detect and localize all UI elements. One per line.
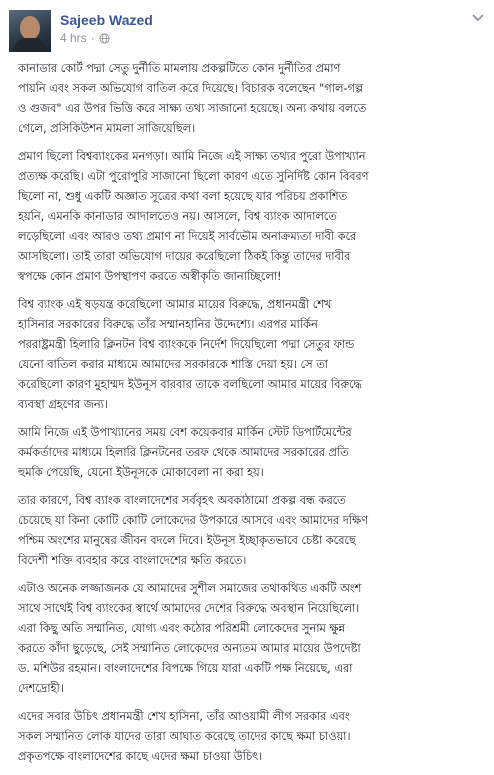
post-body [18, 59, 480, 775]
post-meta [60, 31, 110, 45]
post-paragraph: প্রমাণ ছিলো বিশ্বব্যাংকের মনগড়া। আমি নিজে এই সাক্ষ্য তথ্যর পুরো উপাখ্যান প্রত্যক্ষ করেছি। এটা পুরোপুরি সাজানো ছিলো কারণ এতে সুনির্দিষ্ট কোন বিবরণ ছিলো না, শুধু একটি অজ্ঞাত সূত্রের কথা বলা হয়েছে যার পরিচয় প্রকাশিত হয়নি, এমনকি কানাডার আদালতেও নয়। আসলে, বিশ্ব ব্যাংক আদালতে লড়েছিলো এবং আরও তথ্য প্রমাণ না দিয়েই সার্বভৌম অনাক্রম্যতা দাবী করে আসছিলো। তাই তারা অভিযোগ দায়ের করেছিলো ঠিকই কিন্তু তাদের দাবীর স্বপক্ষে কোন প্রমাণ উপস্থাপণ করতে অস্বীকৃতি জানাচ্ছিলো! [18, 150, 369, 283]
post-timestamp[interactable]: 4 hrs [60, 31, 87, 45]
post-header [9, 10, 485, 56]
globe-icon[interactable] [99, 33, 110, 44]
meta-separator: · [90, 31, 95, 45]
author-name[interactable]: Sajeeb Wazed [60, 12, 153, 28]
post-paragraph: এটাও অনেক লজ্জাজনক যে আমাদের সুশীল সমাজের তথাকথিত একটি অংশ সাথে সাথেই বিশ্ব ব্যাংকের স্বার্থে আমাদের দেশের বিরুদ্ধে অবস্থান নিয়েছিলো। এরা কিছু অতি সম্মানিত, যোগ্য এবং কঠোর পরিশ্রমী লোকেদের সুনাম ক্ষুন্ন করতে কাঁদা ছুড়েছে, সেই সম্মানিত লোকেদের অন্যতম আমার মায়ের উপদেষ্টা ড. মশিউর রহমান। বাংলাদেশের বিপক্ষে গিয়ে যারা একটি পক্ষ নিয়েছে, এরা দেশদ্রোহী। [18, 582, 362, 695]
chevron-down-icon[interactable] [471, 13, 485, 23]
post-paragraph: বিশ্ব ব্যাংক এই ষড়যন্ত্র করেছিলো আমার মায়ের বিরুদ্ধে, প্রধানমন্ত্রী শেখ হাসিনার সরকারের বিরুদ্ধে তাঁর সম্মানহানির উদ্দেশ্যে। এরপর মার্কিন পররাষ্ট্রমন্ত্রী হিলারি ক্লিনটন বিশ্ব ব্যাংককে নির্দেশ দিয়েছিলো পদ্মা সেতুর ফান্ড যেনো বাতিল করার মাধ্যমে আমাদের সরকারকে শাস্তি দেয়া হয়। সে তা করেছিলো কারণ মুহাম্মদ ইউনূস বারবার তাকে বলছিলো আমার মায়ের বিরুদ্ধে ব্যবস্থা গ্রহণের জন্য। [18, 298, 362, 411]
post-paragraph: কানাডার কোর্ট পদ্মা সেতু দুর্নীতি মামলায় প্রকল্পটিতে কোন দুর্নীতির প্রমাণ পায়নি এবং সকল অভিযোগ বাতিল করে দিয়েছে। বিচারক বলেছেন "গাল-গল্প ও গুজব" এর উপর ভিত্তি করে সাক্ষ্য তথ্য সাজানো হয়েছে। অন্য কথায় বলতে গেলে, প্রসিকিউশন মামলা সাজিয়েছিল। [18, 62, 367, 135]
post-paragraph: আমি নিজে এই উপাখ্যানের সময় বেশ কয়েকবার মার্কিন স্টেট ডিপার্টমেন্টের কর্মকর্তাদের মাধ্যমে হিলারি ক্লিনটনের তরফ থেকে আমাদের সরকারের প্রতি হুমকি পেয়েছি, যেনো ইউনূসকে মোকাবেলা না করা হয়। [18, 426, 352, 479]
post-paragraph: তার কারণে, বিশ্ব ব্যাংক বাংলাদেশের সর্ববৃহৎ অবকাঠামো প্রকল্প বন্ধ করতে চেয়েছে যা কিনা কোটি কোটি লোকেদের উপকারে আসবে এবং আমাদের দক্ষিণ পশ্চিম অংশের মানুষের জীবন বদলে দিবে। ইউনূস ইচ্ছাকৃতভাবে চেষ্টা করেছে বিদেশী শক্তি ব্যবহার করে বাংলাদেশের ক্ষতি করতে। [18, 494, 368, 567]
avatar[interactable] [9, 10, 51, 52]
post-paragraph: এদের সবার উচিৎ প্রধানমন্ত্রী শেখ হাসিনা, তাঁর আওয়ামী লীগ সরকার এবং সকল সম্মানিত লোক যাদের তারা আঘাত করেছে তাদের কাছে ক্ষমা চাওয়া। প্রকৃতপক্ষে বাংলাদেশের কাছে এদের ক্ষমা চাওয়া উচিৎ। [18, 710, 351, 763]
